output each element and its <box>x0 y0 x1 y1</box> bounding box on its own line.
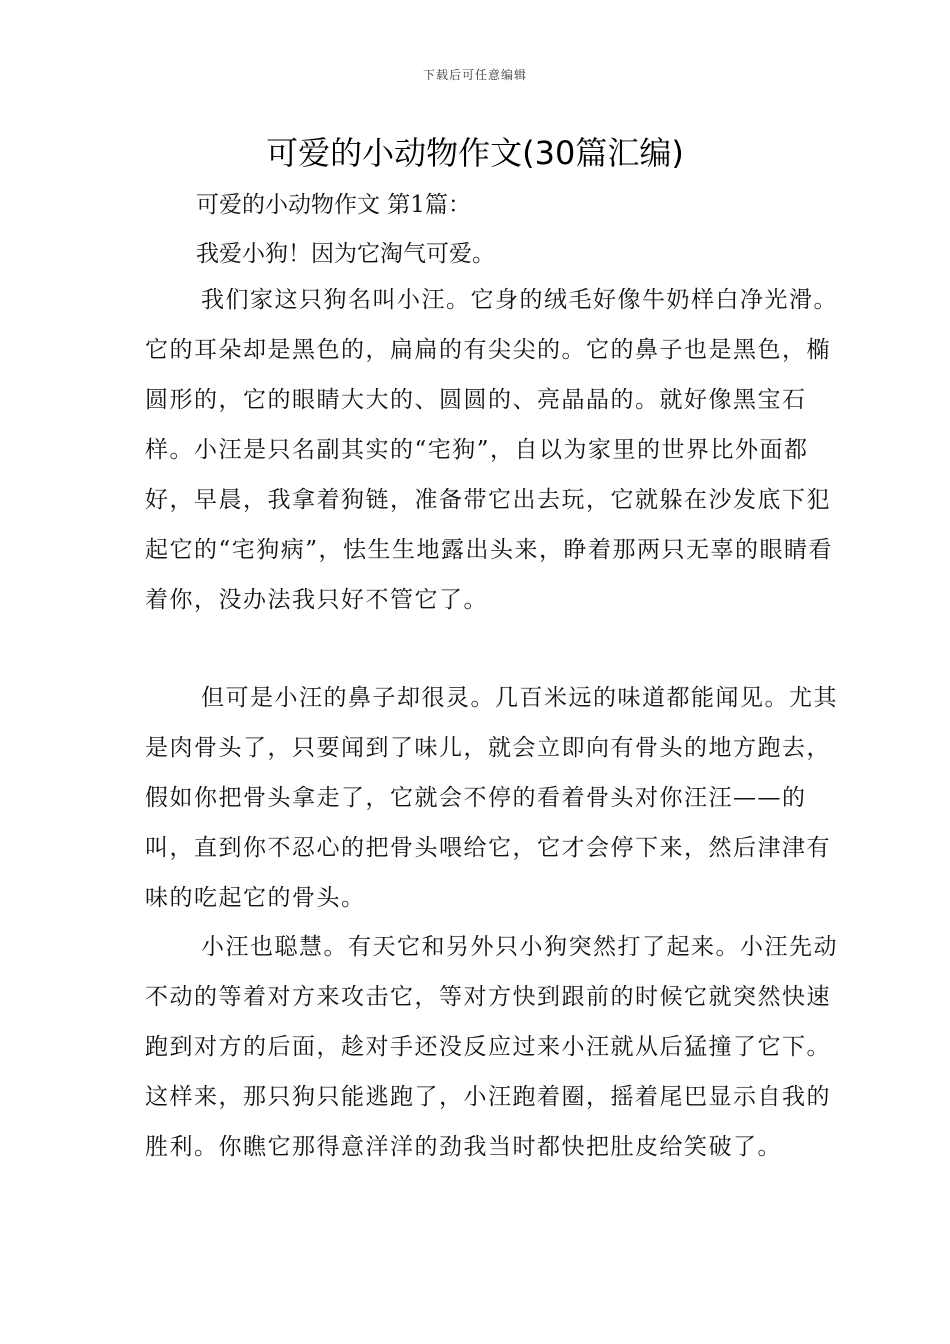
intro-sentence: 我爱小狗！因为它淘气可爱。 <box>196 241 495 267</box>
header-note: 下载后可任意编辑 <box>422 68 527 82</box>
paragraph-1: 我们家这只狗名叫小汪。它身的绒毛好像牛奶样白净光滑。它的耳朵却是黑色的，扁扁的有尖尖的。它的鼻子也是黑色，椭圆形的，它的眼睛大大的、圆圆的、亮晶晶的。就好像黑宝石样。小汪是只名副其实的“宅狗”，自以为家里的世界比外面都好，早晨，我拿着狗链，准备带它出去玩，它就躲在沙发底下犯起它的“宅狗病”，怯生生地露出头来，睁着那两只无辜的眼睛看着你，没办法我只好不管它了。 <box>145 287 838 613</box>
document-title: 可爱的小动物作文(30篇汇编) <box>266 134 684 172</box>
paragraph-3: 小汪也聪慧。有天它和另外只小狗突然打了起来。小汪先动不动的等着对方来攻击它，等对方快到跟前的时候它就突然快速跑到对方的后面，趁对手还没反应过来小汪就从后猛撞了它下。这样来，那只狗只能逃跑了，小汪跑着圈，摇着尾巴显示自我的胜利。你瞧它那得意洋洋的劲我当时都快把肚皮给笑破了。 <box>145 934 838 1160</box>
essay-subheading: 可爱的小动物作文 第1篇： <box>196 192 471 218</box>
paragraph-2: 但可是小汪的鼻子却很灵。几百米远的味道都能闻见。尤其是肉骨头了，只要闻到了味儿，就会立即向有骨头的地方跑去，假如你把骨头拿走了，它就会不停的看着骨头对你汪汪——的叫，直到你不忍心的把骨头喂给它，它才会停下来，然后津津有味的吃起它的骨头。 <box>145 685 838 911</box>
